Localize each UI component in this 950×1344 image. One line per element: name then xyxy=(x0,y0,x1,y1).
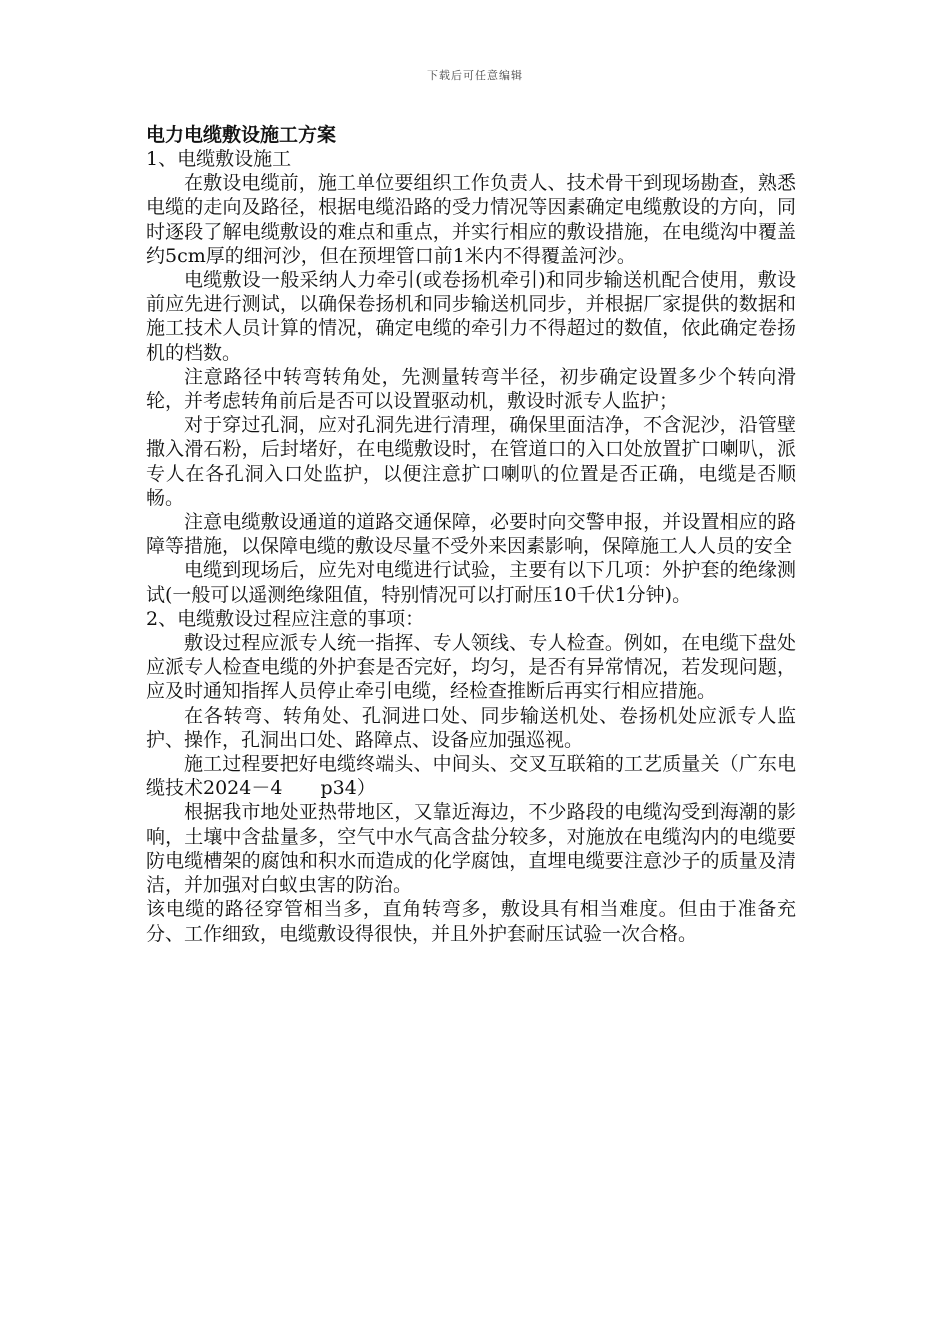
page-header-note: 下载后可任意编辑 xyxy=(427,69,523,82)
section-1-heading: 1、电缆敷设施工 xyxy=(146,148,292,170)
document-title: 电力电缆敷设施工方案 xyxy=(146,124,337,146)
section-1-paragraph-5: 注意电缆敷设通道的道路交通保障，必要时向交警申报，并设置相应的路障等措施，以保障电缆的敷设尽量不受外来因素影响，保障施工人人员的安全 xyxy=(146,511,796,558)
closing-paragraph: 该电缆的路径穿管相当多，直角转弯多，敷设具有相当难度。但由于准备充分、工作细致，电缆敷设得很快，并且外护套耐压试验一次合格。 xyxy=(146,898,796,945)
section-2-heading: 2、电缆敷设过程应注意的事项： xyxy=(146,607,425,630)
section-1-paragraph-4: 对于穿过孔洞，应对孔洞先进行清理，确保里面洁净，不含泥沙，沿管壁撒入滑石粉，后封堵好，在电缆敷设时，在管道口的入口处放置扩口喇叭，派专人在各孔洞入口处监护，以便注意扩口喇叭的位置是否正确，电缆是否顺畅。 xyxy=(146,414,796,509)
section-2-paragraph-2: 在各转弯、转角处、孔洞进口处、同步输送机处、卷扬机处应派专人监护、操作，孔洞出口处、路障点、设备应加强巡视。 xyxy=(146,704,796,751)
section-1-paragraph-3: 注意路径中转弯转角处，先测量转弯半径，初步确定设置多少个转向滑轮，并考虑转角前后是否可以设置驱动机，敷设时派专人监护； xyxy=(146,365,796,413)
section-2-paragraph-1: 敷设过程应派专人统一指挥、专人领线、专人检查。例如，在电缆下盘处应派专人检查电缆的外护套是否完好，均匀，是否有异常情况，若发现问题，应及时通知指挥人员停止牵引电缆，经检查推断后再实行相应措施。 xyxy=(146,632,796,703)
section-2-paragraph-3: 施工过程要把好电缆终端头、中间头、交叉互联箱的工艺质量关（广东电缆技术2024－4 p34） xyxy=(146,753,796,800)
section-1-paragraph-2: 电缆敷设一般采纳人力牵引(或卷扬机牵引)和同步输送机配合使用，敷设前应先进行测试，以确保卷扬机和同步输送机同步，并根据厂家提供的数据和施工技术人员计算的情况，确定电缆的牵引力不得超过的数值，依此确定卷扬机的档数。 xyxy=(146,269,796,364)
section-1-paragraph-1: 在敷设电缆前，施工单位要组织工作负责人、技术骨干到现场勘查，熟悉电缆的走向及路径，根据电缆沿路的受力情况等因素确定电缆敷设的方向，同时逐段了解电缆敷设的难点和重点，并实行相应的敷设措施，在电缆沟中覆盖约5cm厚的细河沙，但在预埋管口前1米内不得覆盖河沙。 xyxy=(146,172,796,267)
section-2-paragraph-4: 根据我市地处亚热带地区，又靠近海边，不少路段的电缆沟受到海潮的影响，土壤中含盐量多，空气中水气高含盐分较多，对施放在电缆沟内的电缆要防电缆槽架的腐蚀和积水而造成的化学腐蚀，直埋电缆要注意沙子的质量及清洁，并加强对白蚁虫害的防治。 xyxy=(146,801,796,897)
section-1-paragraph-6: 电缆到现场后，应先对电缆进行试验，主要有以下几项：外护套的绝缘测试(一般可以遥测绝缘阻值，特别情况可以打耐压10千伏1分钟)。 xyxy=(146,559,796,606)
document-body xyxy=(146,123,796,946)
